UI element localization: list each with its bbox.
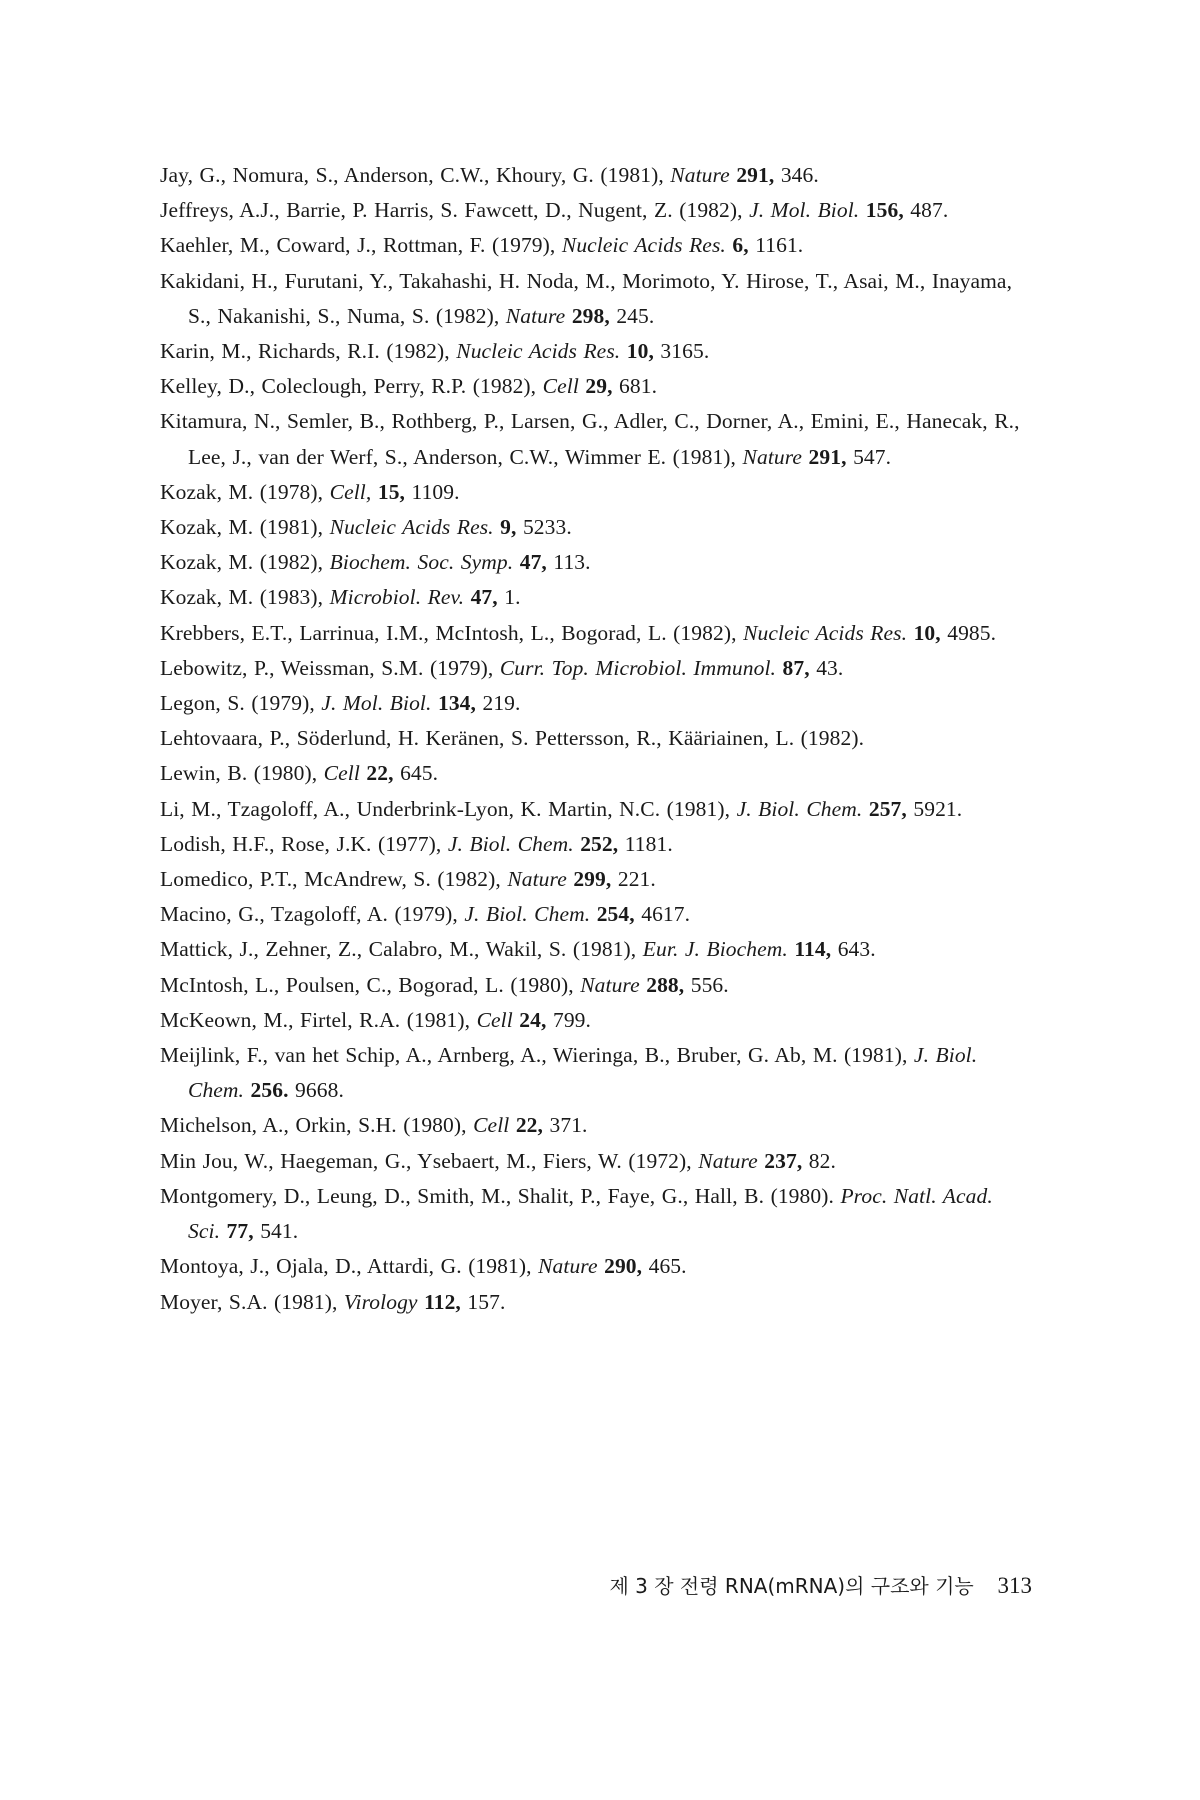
reference-volume: 298,	[571, 303, 610, 328]
reference-entry	[160, 369, 1030, 404]
reference-authors: Lomedico, P.T., McAndrew, S.	[160, 867, 431, 892]
reference-volume: 24,	[519, 1007, 547, 1032]
reference-volume: 257,	[868, 796, 907, 821]
reference-year: (1980).	[770, 1183, 834, 1208]
reference-journal: Nature	[742, 444, 803, 469]
reference-authors: Meijlink, F., van het Schip, A., Arnberg, A., Wieringa, B., Bruber, G. Ab, M.	[160, 1043, 838, 1068]
reference-year: (1981),	[572, 937, 637, 962]
reference-year: (1982).	[800, 726, 865, 751]
reference-volume: 47,	[470, 585, 498, 610]
reference-entry	[160, 510, 1030, 545]
reference-entry	[160, 193, 1030, 228]
reference-volume: 252,	[580, 831, 619, 856]
reference-journal: Nucleic Acids Res.	[561, 233, 726, 258]
reference-authors: Kozak, M.	[160, 585, 254, 610]
reference-authors: Karin, M., Richards, R.I.	[160, 339, 380, 364]
reference-journal: Microbiol. Rev.	[329, 585, 465, 610]
reference-journal: Curr. Top. Microbiol. Immunol.	[499, 655, 777, 680]
reference-volume: 22,	[515, 1113, 544, 1138]
reference-volume: 134,	[437, 691, 476, 716]
reference-journal: Nucleic Acids Res.	[456, 339, 621, 364]
reference-journal: Nucleic Acids Res.	[329, 515, 494, 540]
reference-volume: 291,	[736, 163, 775, 187]
reference-authors: Min Jou, W., Haegeman, G., Ysebaert, M., Fiers, W.	[160, 1148, 622, 1173]
reference-pages: 1181.	[624, 831, 673, 856]
reference-entry	[160, 932, 1030, 967]
reference-entry	[160, 827, 1030, 862]
reference-authors: Michelson, A., Orkin, S.H.	[160, 1113, 397, 1138]
reference-authors: Lewin, B.	[160, 761, 248, 786]
reference-volume: 77,	[226, 1219, 254, 1244]
reference-journal: J. Biol. Chem.	[447, 831, 574, 856]
reference-journal: J. Biol. Chem.	[188, 1043, 978, 1103]
reference-pages: 4617.	[641, 902, 691, 927]
reference-journal: Cell	[476, 1007, 513, 1032]
reference-journal: Nucleic Acids Res.	[743, 620, 908, 645]
reference-pages: 9668.	[295, 1078, 344, 1103]
reference-authors: Kozak, M.	[160, 550, 254, 575]
reference-entry	[160, 792, 1030, 827]
reference-pages: 43.	[816, 655, 844, 680]
reference-pages: 221.	[617, 867, 656, 892]
reference-entry	[160, 475, 1030, 510]
reference-year: (1981),	[274, 1289, 338, 1314]
reference-authors: Moyer, S.A.	[160, 1289, 268, 1314]
reference-year: (1981),	[259, 515, 324, 540]
reference-pages: 1109.	[411, 479, 460, 504]
reference-entry	[160, 686, 1030, 721]
reference-volume: 10,	[913, 620, 941, 645]
reference-authors: Lehtovaara, P., Söderlund, H. Keränen, S. Pettersson, R., Kääriainen, L.	[160, 726, 795, 751]
chapter-title: 제 3 장 전령 RNA(mRNA)의 구조와 기능	[609, 1574, 974, 1598]
reference-authors: Lebowitz, P., Weissman, S.M.	[160, 655, 424, 680]
reference-journal: Cell	[542, 374, 579, 399]
reference-pages: 5921.	[913, 796, 963, 821]
reference-year: (1982),	[472, 374, 537, 399]
reference-pages: 219.	[482, 691, 521, 716]
reference-pages: 371.	[549, 1113, 588, 1138]
reference-year: (1972),	[628, 1148, 692, 1173]
reference-journal: Nature	[507, 867, 567, 892]
reference-journal: Proc. Natl. Acad. Sci.	[188, 1183, 993, 1244]
reference-volume: 22,	[366, 761, 394, 786]
reference-entry	[160, 721, 1030, 756]
reference-year: (1982),	[679, 198, 743, 223]
reference-journal: Biochem. Soc. Symp.	[329, 550, 514, 575]
reference-entry	[160, 334, 1030, 369]
reference-authors: Montoya, J., Ojala, D., Attardi, G.	[160, 1254, 462, 1279]
reference-entry	[160, 616, 1030, 651]
reference-pages: 799.	[552, 1007, 591, 1032]
reference-entry	[160, 1249, 1030, 1284]
reference-volume: 29,	[585, 374, 613, 399]
reference-pages: 1161.	[755, 233, 804, 258]
reference-year: (1982),	[435, 303, 500, 328]
reference-year: (1981),	[844, 1043, 908, 1068]
running-footer	[610, 1570, 1033, 1599]
reference-volume: 87,	[782, 655, 810, 680]
reference-authors: Jeffreys, A.J., Barrie, P. Harris, S. Fawcett, D., Nugent, Z.	[160, 198, 673, 223]
reference-authors: Krebbers, E.T., Larrinua, I.M., McIntosh, L., Bogorad, L.	[160, 620, 667, 645]
reference-authors: Kakidani, H., Furutani, Y., Takahashi, H. Noda, M., Morimoto, Y. Hirose, T., Asai, M., Inayama, S., Nakanishi, S., Numa, S.	[160, 268, 1013, 328]
reference-entry	[160, 545, 1030, 580]
reference-authors: Legon, S.	[160, 691, 245, 716]
reference-pages: 5233.	[522, 515, 572, 540]
reference-authors: Kozak, M.	[160, 515, 254, 540]
reference-journal: Nature	[670, 163, 730, 187]
reference-pages: 4985.	[947, 620, 997, 645]
reference-pages: 547.	[853, 444, 892, 469]
reference-volume: 290,	[604, 1254, 643, 1279]
reference-authors: Kelley, D., Coleclough, Perry, R.P.	[160, 374, 467, 399]
reference-journal: J. Biol. Chem.	[464, 902, 591, 927]
reference-journal: Cell,	[329, 479, 372, 504]
reference-entry	[160, 968, 1030, 1003]
reference-volume: 291,	[808, 444, 847, 469]
reference-entry	[160, 264, 1030, 334]
reference-year: (1982),	[386, 339, 450, 364]
reference-journal: Eur. J. Biochem.	[642, 937, 788, 962]
reference-entry	[160, 1144, 1030, 1179]
reference-journal: J. Mol. Biol.	[321, 691, 432, 716]
reference-year: (1978),	[259, 479, 324, 504]
reference-pages: 643.	[837, 937, 876, 962]
reference-authors: McKeown, M., Firtel, R.A.	[160, 1007, 401, 1032]
reference-authors: Kozak, M.	[160, 479, 254, 504]
reference-entry	[160, 1038, 1030, 1108]
reference-pages: 3165.	[660, 339, 710, 364]
reference-volume: 299,	[573, 867, 612, 892]
reference-pages: 245.	[616, 303, 655, 328]
reference-authors: Montgomery, D., Leung, D., Smith, M., Shalit, P., Faye, G., Hall, B.	[160, 1183, 765, 1208]
reference-year: (1981),	[468, 1254, 532, 1279]
reference-authors: Macino, G., Tzagoloff, A.	[160, 902, 389, 927]
reference-journal: Virology	[343, 1289, 418, 1314]
reference-journal: Cell	[323, 761, 360, 786]
reference-volume: 15,	[377, 479, 406, 504]
reference-entry	[160, 1003, 1030, 1038]
reference-entry	[160, 1108, 1030, 1143]
reference-volume: 156,	[865, 198, 904, 223]
reference-year: (1980),	[403, 1113, 467, 1138]
reference-pages: 1.	[504, 585, 521, 610]
reference-pages: 487.	[910, 198, 949, 223]
reference-journal: J. Biol. Chem.	[736, 796, 863, 821]
reference-volume: 10,	[626, 339, 654, 364]
reference-volume: 288,	[646, 972, 685, 997]
reference-year: (1979),	[394, 902, 458, 927]
reference-journal: Nature	[538, 1254, 598, 1279]
reference-year: (1982),	[259, 550, 324, 575]
reference-volume: 6,	[732, 233, 749, 258]
reference-authors: Lodish, H.F., Rose, J.K.	[160, 831, 372, 856]
reference-volume: 237,	[764, 1148, 803, 1173]
reference-authors: McIntosh, L., Poulsen, C., Bogorad, L.	[160, 972, 504, 997]
reference-volume: 254,	[596, 902, 635, 927]
reference-journal: Nature	[505, 303, 566, 328]
reference-list	[160, 158, 1030, 1320]
reference-journal: Nature	[698, 1148, 758, 1173]
reference-year: (1982),	[437, 867, 501, 892]
reference-year: (1981),	[600, 163, 664, 187]
reference-pages: 113.	[553, 550, 591, 575]
reference-authors: Jay, G., Nomura, S., Anderson, C.W., Khoury, G.	[160, 163, 594, 187]
reference-entry	[160, 228, 1030, 263]
reference-volume: 114,	[794, 937, 832, 962]
reference-year: (1981),	[406, 1007, 471, 1032]
reference-pages: 465.	[648, 1254, 687, 1279]
reference-entry	[160, 580, 1030, 615]
reference-volume: 9,	[500, 515, 517, 540]
reference-year: (1982),	[673, 620, 737, 645]
reference-year: (1979),	[251, 691, 315, 716]
reference-entry	[160, 897, 1030, 932]
reference-volume: 112,	[424, 1289, 461, 1314]
reference-authors: Mattick, J., Zehner, Z., Calabro, M., Wakil, S.	[160, 937, 567, 962]
reference-pages: 681.	[619, 374, 658, 399]
reference-pages: 346.	[780, 163, 819, 187]
reference-journal: Cell	[473, 1113, 510, 1138]
reference-entry	[160, 651, 1030, 686]
reference-entry	[160, 158, 1030, 193]
reference-journal: J. Mol. Biol.	[749, 198, 860, 223]
reference-year: (1979),	[491, 233, 556, 258]
reference-entry	[160, 1179, 1030, 1249]
reference-year: (1979),	[429, 655, 494, 680]
reference-pages: 157.	[467, 1289, 506, 1314]
reference-pages: 541.	[260, 1219, 299, 1244]
reference-entry	[160, 756, 1030, 791]
reference-pages: 556.	[690, 972, 729, 997]
reference-authors: Kaehler, M., Coward, J., Rottman, F.	[160, 233, 486, 258]
reference-year: (1980),	[253, 761, 318, 786]
reference-year: (1983),	[259, 585, 324, 610]
reference-entry	[160, 1285, 1030, 1320]
reference-volume: 256.	[250, 1078, 289, 1103]
reference-authors: Kitamura, N., Semler, B., Rothberg, P., Larsen, G., Adler, C., Dorner, A., Emini, E., Hanecak, R., Lee, J., van der Werf, S., Anderson, C.W., Wimmer E.	[160, 409, 1020, 469]
reference-year: (1977),	[378, 831, 442, 856]
reference-journal: Nature	[580, 972, 640, 997]
reference-year: (1981),	[666, 796, 731, 821]
reference-entry	[160, 404, 1030, 474]
reference-year: (1981),	[672, 444, 737, 469]
reference-pages: 82.	[808, 1148, 836, 1173]
reference-pages: 645.	[400, 761, 439, 786]
page-number: 313	[997, 1573, 1032, 1598]
reference-year: (1980),	[510, 972, 574, 997]
reference-volume: 47,	[519, 550, 547, 575]
reference-authors: Li, M., Tzagoloff, A., Underbrink-Lyon, K. Martin, N.C.	[160, 796, 661, 821]
reference-entry	[160, 862, 1030, 897]
